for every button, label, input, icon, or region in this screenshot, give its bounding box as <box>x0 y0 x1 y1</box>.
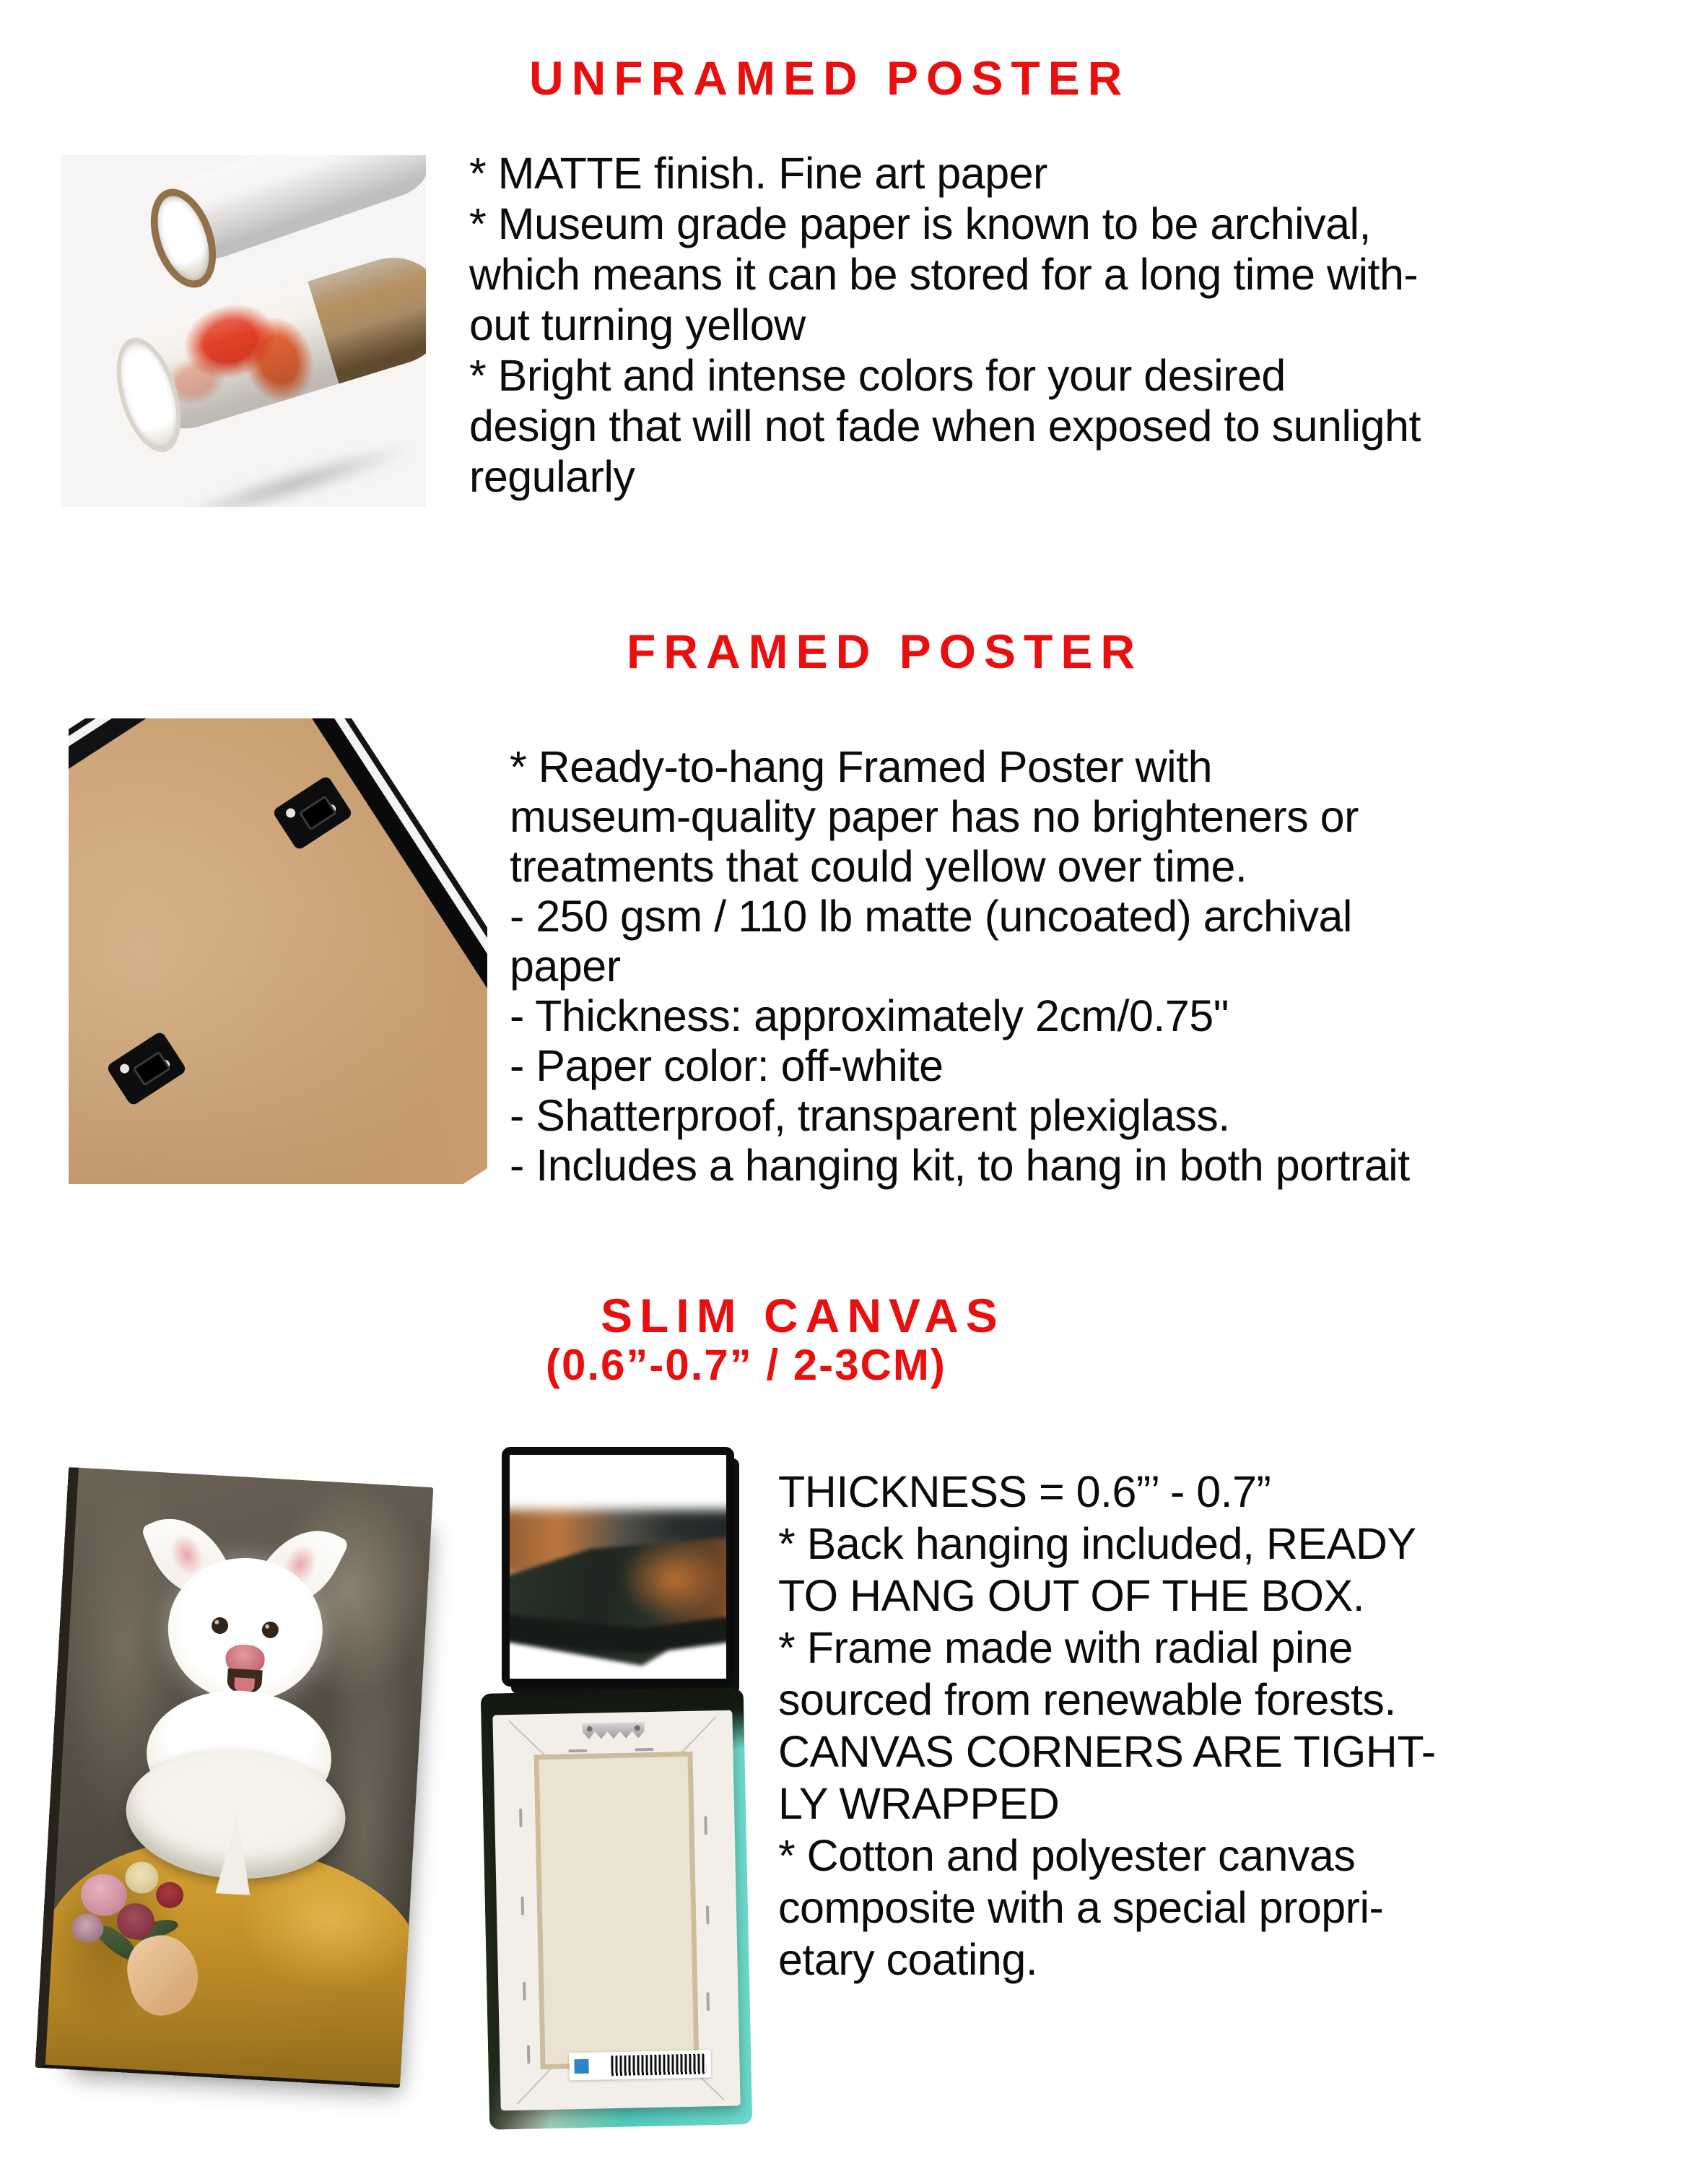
text-line: * Bright and intense colors for your desired <box>469 351 1286 400</box>
text-line: * Back hanging included, READY <box>778 1519 1416 1568</box>
text-line: - Paper color: off-white <box>510 1041 944 1090</box>
frame-mdf-backing <box>69 718 487 1184</box>
text-line: TO HANG OUT OF THE BOX. <box>778 1571 1365 1620</box>
staple <box>704 1816 707 1835</box>
orange-glow <box>619 1536 728 1622</box>
miter-seam <box>509 1721 549 1759</box>
text-line: composite with a special propri- <box>778 1883 1384 1932</box>
text-line: * MATTE finish. Fine art paper <box>469 149 1047 198</box>
text-line: - 250 gsm / 110 lb matte (uncoated) archival <box>510 892 1352 941</box>
text-line: museum-quality paper has no brighteners or <box>510 792 1359 841</box>
canvas-corner-art <box>504 1449 732 1684</box>
text-line: * Frame made with radial pine <box>778 1623 1353 1672</box>
slim-canvas-portrait-photo <box>35 1467 434 2088</box>
staple <box>519 1809 523 1827</box>
canvas-corner-closeup-photo <box>502 1447 734 1687</box>
text-line: treatments that could yellow over time. <box>510 842 1247 891</box>
miter-seam <box>517 2065 555 2105</box>
text-line: CANVAS CORNERS ARE TIGHT- <box>778 1727 1436 1776</box>
text-line: * Cotton and polyester canvas <box>778 1831 1356 1880</box>
staple <box>635 1748 653 1752</box>
section-title-slim-canvas: SLIM CANVAS <box>601 1289 1005 1342</box>
staple <box>521 1897 525 1915</box>
miter-seam <box>679 1716 717 1756</box>
staple <box>527 2045 531 2064</box>
text-line: out turning yellow <box>469 300 806 349</box>
section-title-framed-poster: FRAMED POSTER <box>627 625 1143 678</box>
staple <box>706 1992 710 2011</box>
text-line: design that will not fade when exposed to sunlight <box>469 401 1421 451</box>
text-line: sourced from renewable forests. <box>778 1675 1396 1724</box>
slim-canvas-description <box>778 1466 1436 1986</box>
tube-cardboard-part <box>308 245 426 384</box>
staple <box>523 1982 526 2001</box>
text-line: etary coating. <box>778 1935 1038 1984</box>
staple <box>568 1749 587 1753</box>
staple <box>706 1905 710 1924</box>
unframed-poster-description <box>469 148 1421 502</box>
section-subtitle-slim-canvas: (0.6”-0.7” / 2-3CM) <box>546 1341 946 1389</box>
frame-back-photo <box>69 718 487 1184</box>
text-line: LY WRAPPED <box>778 1779 1060 1828</box>
barcode-label <box>569 2050 711 2080</box>
poster-tubes-photo <box>61 155 426 507</box>
barcode-stripes <box>611 2053 707 2076</box>
barcode-blue-square <box>574 2059 588 2074</box>
text-line: - Shatterproof, transparent plexiglass. <box>510 1091 1230 1140</box>
canvas-back-photo <box>481 1688 753 2129</box>
text-line: regularly <box>469 452 635 501</box>
text-line: - Thickness: approximately 2cm/0.75" <box>510 991 1229 1040</box>
section-title-unframed-poster: UNFRAMED POSTER <box>529 51 1130 105</box>
text-line: THICKNESS = 0.6”’ - 0.7” <box>778 1467 1271 1516</box>
text-line: * Ready-to-hang Framed Poster with <box>510 742 1212 791</box>
dog-portrait-art <box>45 1468 433 2084</box>
text-line: - Includes a hanging kit, to hang in both portrait <box>510 1141 1410 1190</box>
text-line: which means it can be stored for a long time with- <box>469 250 1419 299</box>
text-line: * Museum grade paper is known to be archival, <box>469 199 1371 248</box>
text-line: paper <box>510 941 621 991</box>
framed-poster-description <box>510 742 1410 1191</box>
